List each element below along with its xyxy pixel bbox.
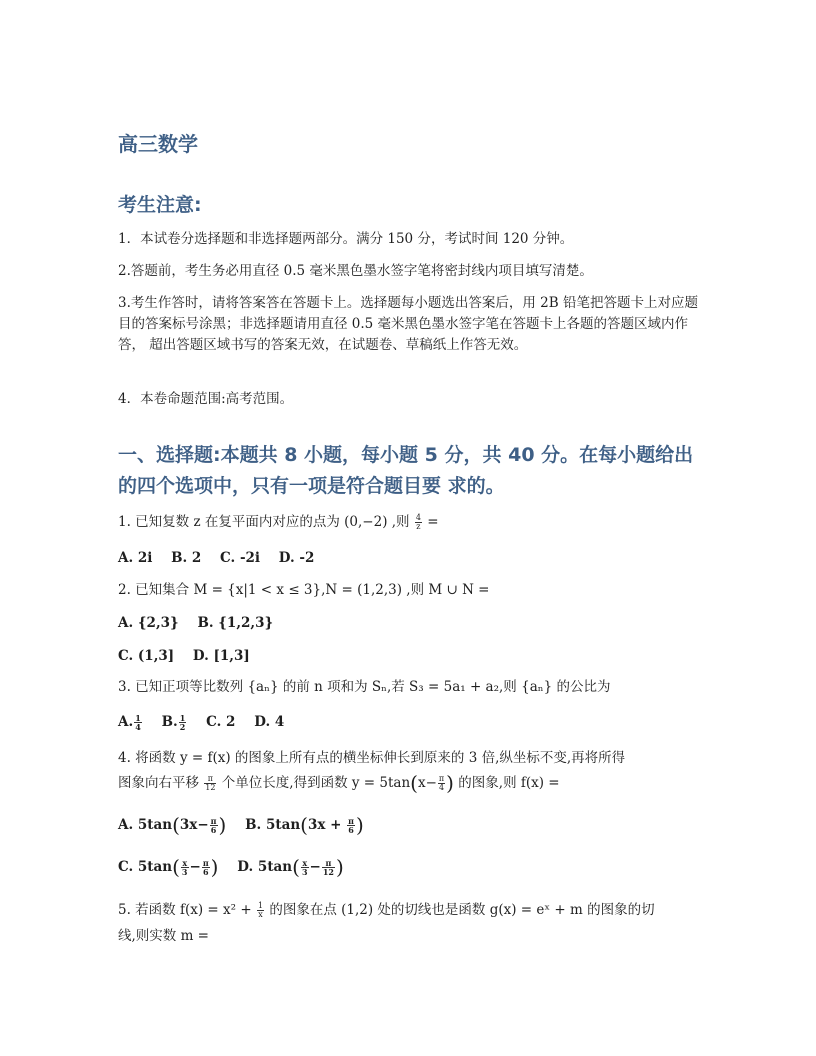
question-3: 3. 已知正项等比数列 {aₙ} 的前 n 项和为 Sₙ,若 S₃ = 5a₁ + a₂,则 {aₙ} 的公比为	[118, 679, 611, 695]
option-d: D. -2	[278, 550, 315, 566]
question-2: 2. 已知集合 M = {x|1 < x ≤ 3},N = (1,2,3) ,则 M ∪ N =	[118, 582, 490, 598]
option-d: D. 5tan( $\frac{x}{3}$ − $\frac{\pi}{12}$ )	[237, 855, 344, 879]
question-4-line-2: 图象向右平移 $\frac{\pi}{12}$ 个单位长度,得到函数 y = 5tan(x− $\frac{\pi}{4}$ ) 的图象,则 f(x) =	[118, 771, 560, 795]
question-2-options-row1	[118, 613, 708, 634]
option-b: B. {1,2,3}	[197, 615, 274, 631]
option-b: B. 2	[171, 550, 202, 566]
option-c: C. -2i	[220, 550, 261, 566]
question-5-line-2: 线,则实数 m =	[118, 928, 209, 944]
option-b: B. $\frac{1}{2}$	[161, 713, 186, 732]
notice-item-4: 4．本卷命题范围:高考范围。	[118, 391, 294, 407]
option-a: A. 2i	[118, 550, 153, 566]
section-heading: 一、选择题:本题共 8 小题，每小题 5 分，共 40 分。在每小题给出的四个选项中，只有一项是符合题目要 求的。	[118, 444, 694, 497]
option-d: D. 4	[254, 714, 285, 730]
option-b: B. 5tan(3x + $\frac{\pi}{6}$ )	[245, 813, 364, 837]
option-c: C. 2	[206, 714, 236, 730]
question-1-text: 1. 已知复数 z 在复平面内对应的点为 (0,−2) ,则	[118, 514, 410, 530]
question-4-line-1: 4. 将函数 y = f(x) 的图象上所有点的横坐标伸长到原来的 3 倍,纵坐标不变,再将所得	[118, 750, 626, 766]
option-a: A. $\frac{1}{4}$	[118, 713, 141, 732]
question-3-options	[118, 712, 708, 733]
question-1-options	[118, 548, 708, 569]
option-a: A. 5tan(3x− $\frac{\pi}{6}$ )	[118, 813, 227, 837]
question-1-fraction: $\frac{4}{z}$	[415, 513, 421, 531]
option-a: A. {2,3}	[118, 615, 179, 631]
question-2-options-row2	[118, 646, 708, 667]
option-d: D. [1,3]	[192, 648, 250, 664]
notice-heading: 考生注意:	[118, 194, 202, 216]
notice-item-1: 1．本试卷分选择题和非选择题两部分。满分 150 分，考试时间 120 分钟。	[118, 231, 574, 247]
option-c: C. (1,3]	[118, 648, 175, 664]
question-4-options-row1	[118, 815, 708, 836]
notice-item-2: 2.答题前，考生务必用直径 0.5 毫米黑色墨水签字笔将密封线内项目填写清楚。	[118, 263, 593, 279]
notice-item-3: 3.考生作答时，请将答案答在答题卡上。选择题每小题选出答案后，用 2B 铅笔把答题卡上对应题目的答案标号涂黑；非选择题请用直径 0.5 毫米黑色墨水签字笔在答题卡上各题的答题区域内作答， 超出答题区域书写的答案无效，在试题卷、草稿纸上作答无效。	[118, 295, 698, 353]
option-c: C. 5tan( $\frac{x}{3}$ − $\frac{\pi}{6}$ )	[118, 855, 219, 879]
page-title: 高三数学	[118, 132, 198, 156]
question-4-options-row2	[118, 857, 708, 878]
question-1: 1. 已知复数 z 在复平面内对应的点为 (0,−2) ,则 $\frac{4}{z}$ =	[118, 513, 439, 531]
question-5-line-1: 5. 若函数 f(x) = x² + $\frac{1}{x}$ 的图象在点 (1,2) 处的切线也是函数 g(x) = eˣ + m 的图象的切	[118, 901, 655, 919]
